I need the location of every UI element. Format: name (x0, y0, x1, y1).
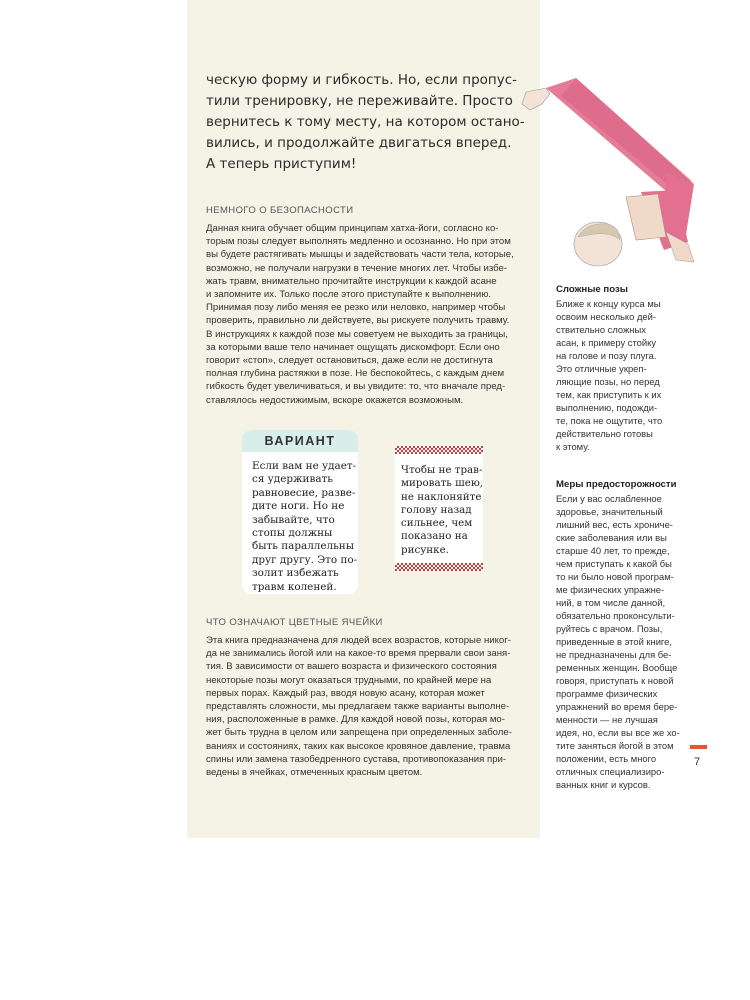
precautions-text (556, 492, 686, 791)
colors-line: жет быть трудна в целом или запрещена при определенных заболе- (206, 727, 512, 739)
warning-line: голову назад (401, 503, 472, 516)
variant-line: ся удерживать (252, 473, 333, 486)
precautions-line: ременных женщин. Вообще (556, 662, 678, 673)
precautions-line: отличных специализиро- (556, 766, 665, 777)
safety-line: Принимая позу либо меняя ее резко или неловко, например чтобы (206, 302, 506, 314)
precautions-line: тите заняться йогой в этом (556, 740, 674, 751)
complex-line: ствительно сложных (556, 324, 646, 335)
colors-line: ваниях и состояниях, таких как высокое кровяное давление, травма (206, 740, 511, 752)
safety-line: полная глубина растяжки в позе. Не беспокойтесь, с каждым днем (206, 368, 505, 380)
safety-line: возможно, не получали нагрузки в течение многих лет. Чтобы избе- (206, 262, 508, 274)
variant-line: травм коленей. (252, 580, 337, 593)
variant-line: золит избежать (252, 567, 339, 580)
precautions-line: ванных книг и курсов. (556, 779, 651, 790)
colors-line: Эта книга предназначена для людей всех возрастов, которые никог- (206, 635, 511, 646)
safety-line: гибкость будет увеличиваться, и вы увидите: то, что вначале пред- (206, 381, 506, 393)
precautions-line: программе физических (556, 688, 658, 699)
precautions-heading: Меры предосторожности (556, 479, 677, 490)
warning-text (401, 464, 484, 557)
complex-poses-text (556, 297, 686, 453)
page-accent-bar (690, 745, 707, 749)
head (574, 222, 622, 266)
precautions-line: не предназначены для бе- (556, 649, 672, 660)
precautions-line: старше 40 лет, то прежде, (556, 545, 670, 556)
variant-box (242, 430, 358, 594)
intro-paragraph (206, 70, 525, 175)
safety-line: за которыми ваше тело начинает ощущать дискомфорт. Если оно (206, 341, 500, 353)
colors-heading: ЧТО ОЗНАЧАЮТ ЦВЕТНЫЕ ЯЧЕЙКИ (206, 617, 383, 628)
safety-line: и запомните их. Только после этого приступайте к выполнению. (206, 289, 492, 301)
warning-line: рисунке. (401, 543, 449, 556)
variant-text (252, 460, 356, 594)
complex-line: те, пока не ощутите, что (556, 415, 663, 426)
warning-line: сильнее, чем (401, 517, 473, 530)
safety-paragraph (206, 222, 522, 407)
precautions-line: ний, в том числе данной, (556, 597, 666, 608)
variant-line: стопы должны (252, 527, 333, 540)
precautions-line: ме физических упражне- (556, 584, 665, 595)
precautions-line: обязательно проконсульти- (556, 610, 675, 621)
precautions-line: чем приступать к какой бы (556, 558, 672, 569)
variant-line: Если вам не удает- (252, 460, 357, 472)
intro-line: А теперь приступим! (206, 156, 357, 172)
checker-border-bottom (395, 563, 483, 571)
precautions-line: упражнений во время бере- (556, 701, 678, 712)
colors-line: ведены в ячейках, отмеченных красным цветом. (206, 767, 423, 779)
safety-line: торым позы следует выполнять медленно и осознанно. Но при этом (206, 236, 511, 248)
safety-line: жать травм, внимательно прочитайте инструкции к каждой асане (206, 275, 497, 287)
complex-line: тем, как приступить к их (556, 389, 662, 400)
precautions-line: приведенные в этой книге, (556, 636, 672, 647)
intro-line: тили тренировку, не переживайте. Просто (206, 93, 513, 109)
intro-line: вились, и продолжайте двигаться вперед. (206, 135, 512, 151)
colors-line: представлять сложности, мы предлагаем также варианты выполне- (206, 701, 510, 713)
variant-line: друг другу. Это по- (252, 553, 358, 566)
warning-line: Чтобы не трав- (401, 464, 483, 476)
variant-line: быть параллельны (252, 540, 355, 553)
intro-line: вернитесь к тому месту, на котором остано- (206, 114, 525, 130)
precautions-line: менности — не лучшая (556, 714, 658, 725)
variant-line: забывайте, что (252, 513, 335, 526)
variant-heading: ВАРИАНТ (242, 430, 358, 452)
colors-line: ния, расположенные в рамке. Для каждой новой позы, которая мо- (206, 714, 505, 726)
precautions-line: здоровье, значительный (556, 506, 663, 517)
precautions-line: говоря, приступать к новой (556, 675, 674, 686)
variant-line: равновесие, разве- (252, 486, 356, 499)
warning-box (395, 446, 483, 571)
safety-line: В инструкциях к каждой позе мы советуем не выходить за границы, (206, 328, 508, 340)
variant-line: дите ноги. Но не (252, 500, 345, 513)
complex-line: выполнению, подожди- (556, 402, 658, 413)
precautions-line: Если у вас ослабленное (556, 493, 662, 504)
complex-poses-heading: Сложные позы (556, 284, 628, 295)
checker-border-top (395, 446, 483, 454)
intro-line: ческую форму и гибкость. Но, если пропус- (206, 72, 518, 88)
colors-paragraph (206, 634, 522, 779)
complex-line: ляющие позы, но перед (556, 376, 660, 387)
warning-line: не наклоняйте (401, 490, 482, 503)
colors-line: тия. В зависимости от вашего возраста и физического состояния (206, 661, 497, 673)
precautions-line: ские заболевания или вы (556, 532, 667, 543)
complex-line: действительно готовы (556, 428, 653, 439)
colors-line: спины или замена тазобедренного сустава, противопоказания при- (206, 753, 507, 765)
safety-line: проверить, правильно ли действуете, вы рискуете получить травму. (206, 315, 510, 327)
complex-line: Ближе к концу курса мы (556, 298, 661, 309)
precautions-line: идея, но, если вы все же хо- (556, 727, 680, 738)
colors-line: первых порах. Каждый раз, вводя новую асану, которая может (206, 687, 485, 699)
foot (522, 88, 550, 110)
precautions-line: положении, есть много (556, 753, 657, 764)
complex-line: на голове и позу плуга. (556, 350, 657, 361)
safety-line: говорит «стоп», следует остановиться, даже если не достигнута (206, 355, 493, 367)
precautions-line: руйтесь с врачом. Позы, (556, 623, 663, 634)
warning-line: показано на (401, 530, 468, 543)
complex-line: освоим несколько дей- (556, 311, 656, 322)
colors-line: некоторые позы могут оказаться трудными, по крайней мере на (206, 674, 492, 686)
precautions-line: то ни было новой програм- (556, 571, 674, 582)
yoga-shoulderstand-illustration (516, 72, 696, 287)
safety-heading: НЕМНОГО О БЕЗОПАСНОСТИ (206, 205, 354, 216)
safety-line: вы будете растягивать мышцы и задействовать части тела, которые, (206, 249, 514, 261)
complex-line: к этому. (556, 441, 590, 452)
complex-line: асан, к примеру стойку (556, 337, 657, 348)
safety-line: Данная книга обучает общим принципам хатха-йоги, согласно ко- (206, 223, 499, 234)
page-number: 7 (694, 756, 701, 768)
safety-line: ставлялось недостижимым, вскоре окажется возможным. (206, 394, 464, 406)
colors-line: да не занимались йогой или на какое-то время прервали свои заня- (206, 648, 511, 660)
precautions-line: лишний вес, есть хрониче- (556, 519, 673, 530)
warning-line: мировать шею, (401, 477, 484, 490)
complex-line: Это отличные укреп- (556, 363, 647, 374)
